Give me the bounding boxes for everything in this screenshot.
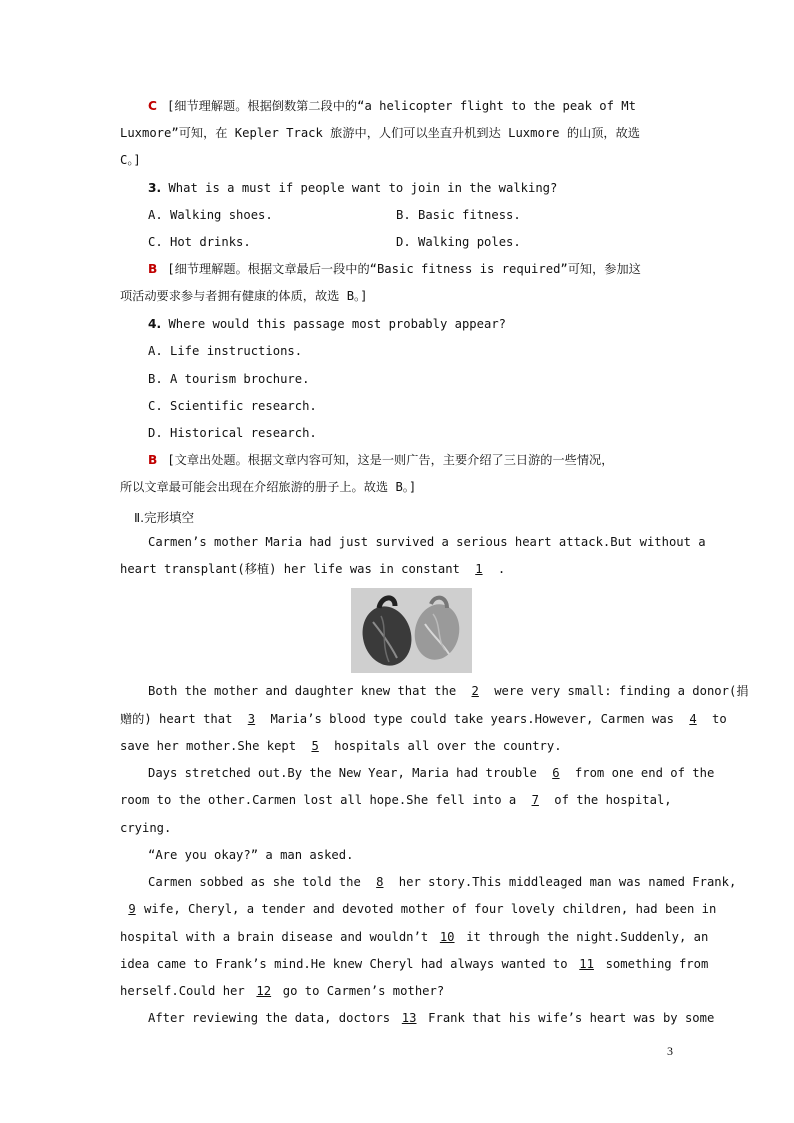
cloze-p3-line-1: Days stretched out.By the New Year, Maria had trouble 6 from one end of the bbox=[148, 766, 715, 780]
blank-9[interactable]: 9 bbox=[128, 902, 136, 916]
cloze-p5-line-4: idea came to Frank’s mind.He knew Cheryl had always wanted to 11 something from bbox=[120, 957, 709, 971]
q4-option-d: D. Historical research. bbox=[148, 426, 317, 440]
cloze-p2-line-2: 赠的) heart that 3 Maria’s blood type could take years.However, Carmen was 4 to bbox=[120, 712, 727, 726]
section-title: Ⅱ.完形填空 bbox=[134, 510, 195, 525]
blank-1[interactable]: 1 bbox=[475, 562, 483, 576]
q3-answer-line-1: B [细节理解题。根据文章最后一段中的“Basic fitness is required”可知，参加这 bbox=[148, 262, 641, 276]
q3-answer-line-2: 项活动要求参与者拥有健康的体质，故选 B。] bbox=[120, 289, 368, 303]
blank-4[interactable]: 4 bbox=[689, 712, 697, 726]
q2-answer-line-2: Luxmore”可知，在 Kepler Track 旅游中，人们可以坐直升机到达 Luxmore 的山顶，故选 bbox=[120, 126, 640, 140]
q4-option-a: A. Life instructions. bbox=[148, 344, 303, 358]
cloze-p1-line-1: Carmen’s mother Maria had just survived a serious heart attack.But without a bbox=[148, 535, 706, 549]
q3-options-row-1 bbox=[148, 207, 708, 223]
q4-stem: 4. Where would this passage most probably appear? bbox=[148, 317, 506, 331]
blank-5[interactable]: 5 bbox=[311, 739, 319, 753]
q2-answer-line-1: C [细节理解题。根据倒数第二段中的“a helicopter flight to the peak of Mt bbox=[148, 99, 636, 113]
q4-answer-line-2: 所以文章最可能会出现在介绍旅游的册子上。故选 B。] bbox=[120, 480, 417, 494]
blank-2[interactable]: 2 bbox=[471, 684, 479, 698]
q4-option-c: C. Scientific research. bbox=[148, 399, 317, 413]
cloze-p1-line-2: heart transplant(移植) her life was in constant 1 . bbox=[120, 562, 506, 576]
q4-answer-line-1: B [文章出处题。根据文章内容可知，这是一则广告，主要介绍了三日游的一些情况， bbox=[148, 453, 614, 467]
blank-10[interactable]: 10 bbox=[439, 930, 455, 944]
cloze-p3-line-3: crying. bbox=[120, 821, 172, 835]
q3-stem: 3. What is a must if people want to join in the walking? bbox=[148, 181, 558, 195]
page-number: 3 bbox=[667, 1044, 673, 1058]
blank-13[interactable]: 13 bbox=[401, 1011, 417, 1025]
q4-option-b: B. A tourism brochure. bbox=[148, 372, 310, 386]
cloze-p2-line-3: save her mother.She kept 5 hospitals all over the country. bbox=[120, 739, 562, 753]
q3-option-c: C. Hot drinks. bbox=[148, 235, 251, 249]
q4-number: 4. bbox=[148, 317, 162, 331]
heart-transplant-image bbox=[351, 588, 472, 673]
q2-answer-key: C bbox=[148, 99, 157, 113]
q4-answer-key: B bbox=[148, 453, 158, 467]
q3-option-d: D. Walking poles. bbox=[396, 235, 521, 249]
cloze-p5-line-3: hospital with a brain disease and wouldn’t 10 it through the night.Suddenly, an bbox=[120, 930, 709, 944]
q2-answer-line-3: C。] bbox=[120, 153, 141, 167]
q3-option-b: B. Basic fitness. bbox=[396, 208, 521, 222]
cloze-p5-line-1: Carmen sobbed as she told the 8 her story.This middleaged man was named Frank, bbox=[148, 875, 737, 889]
hearts-illustration bbox=[351, 588, 472, 673]
cloze-p4-line-1: “Are you okay?” a man asked. bbox=[148, 848, 354, 862]
q3-option-a: A. Walking shoes. bbox=[148, 208, 273, 222]
q3-number: 3. bbox=[148, 181, 162, 195]
blank-12[interactable]: 12 bbox=[256, 984, 272, 998]
cloze-p5-line-5: herself.Could her 12 go to Carmen’s mother? bbox=[120, 984, 445, 998]
cloze-p6-line-1: After reviewing the data, doctors 13 Frank that his wife’s heart was by some bbox=[148, 1011, 715, 1025]
cloze-p3-line-2: room to the other.Carmen lost all hope.She fell into a 7 of the hospital, bbox=[120, 793, 672, 807]
q3-options-row-2 bbox=[148, 234, 708, 250]
blank-7[interactable]: 7 bbox=[531, 793, 539, 807]
cloze-p2-line-1: Both the mother and daughter knew that the 2 were very small: finding a donor(捐 bbox=[148, 684, 749, 698]
blank-3[interactable]: 3 bbox=[247, 712, 256, 726]
blank-8[interactable]: 8 bbox=[376, 875, 384, 889]
blank-6[interactable]: 6 bbox=[552, 766, 560, 780]
blank-11[interactable]: 11 bbox=[579, 957, 594, 971]
cloze-p5-line-2: 9 wife, Cheryl, a tender and devoted mother of four lovely children, had been in bbox=[120, 901, 680, 917]
q3-answer-key: B bbox=[148, 262, 158, 276]
